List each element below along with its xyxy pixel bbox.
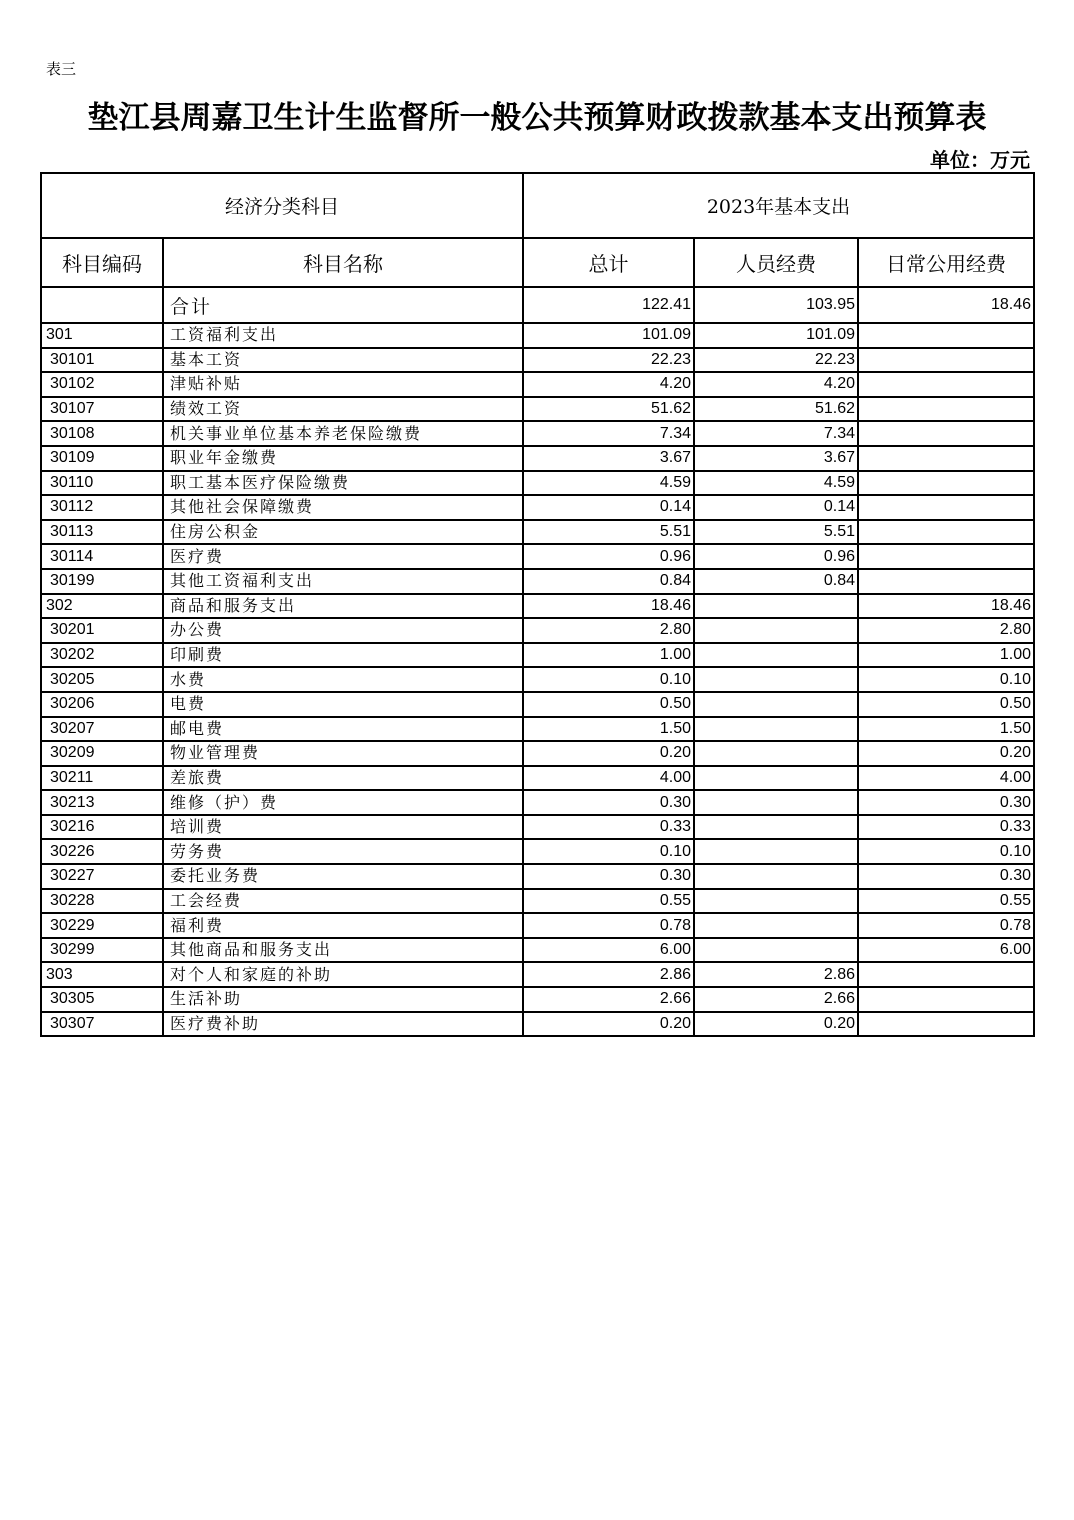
row-name: 水费 xyxy=(163,667,523,692)
total-code xyxy=(41,287,163,323)
table-number-label: 表三 xyxy=(46,60,77,78)
row-total: 18.46 xyxy=(523,594,694,619)
row-total: 0.20 xyxy=(523,741,694,766)
table-row xyxy=(41,544,1034,569)
row-name: 劳务费 xyxy=(163,839,523,864)
table-row xyxy=(41,741,1034,766)
row-code: 30227 xyxy=(41,864,163,889)
row-name: 职工基本医疗保险缴费 xyxy=(163,471,523,496)
row-personnel xyxy=(694,618,858,643)
row-personnel xyxy=(694,766,858,791)
row-total: 0.50 xyxy=(523,692,694,717)
table-row xyxy=(41,815,1034,840)
row-code: 30206 xyxy=(41,692,163,717)
row-total: 0.14 xyxy=(523,495,694,520)
table-row xyxy=(41,913,1034,938)
table-row xyxy=(41,471,1034,496)
table-row xyxy=(41,987,1034,1012)
row-personnel xyxy=(694,741,858,766)
row-code: 30216 xyxy=(41,815,163,840)
table-row xyxy=(41,348,1034,373)
row-public: 0.30 xyxy=(858,790,1034,815)
table-row xyxy=(41,962,1034,987)
row-public xyxy=(858,987,1034,1012)
row-public xyxy=(858,397,1034,422)
table-row xyxy=(41,1012,1034,1037)
row-public: 0.10 xyxy=(858,839,1034,864)
row-code: 30209 xyxy=(41,741,163,766)
row-name: 津贴补贴 xyxy=(163,372,523,397)
row-total: 1.50 xyxy=(523,717,694,742)
table-row xyxy=(41,372,1034,397)
row-total: 0.96 xyxy=(523,544,694,569)
row-public xyxy=(858,446,1034,471)
row-code: 30226 xyxy=(41,839,163,864)
table-row xyxy=(41,938,1034,963)
row-total: 1.00 xyxy=(523,643,694,668)
table-row xyxy=(41,594,1034,619)
row-personnel: 5.51 xyxy=(694,520,858,545)
row-code: 30199 xyxy=(41,569,163,594)
table-row xyxy=(41,495,1034,520)
row-public xyxy=(858,372,1034,397)
row-personnel: 2.86 xyxy=(694,962,858,987)
row-name: 电费 xyxy=(163,692,523,717)
row-public: 6.00 xyxy=(858,938,1034,963)
row-public: 0.78 xyxy=(858,913,1034,938)
row-personnel xyxy=(694,643,858,668)
row-name: 其他工资福利支出 xyxy=(163,569,523,594)
row-public: 4.00 xyxy=(858,766,1034,791)
row-name: 绩效工资 xyxy=(163,397,523,422)
row-total: 2.86 xyxy=(523,962,694,987)
row-total: 4.59 xyxy=(523,471,694,496)
row-public xyxy=(858,544,1034,569)
row-personnel xyxy=(694,692,858,717)
table-row xyxy=(41,667,1034,692)
row-personnel: 4.20 xyxy=(694,372,858,397)
row-personnel xyxy=(694,594,858,619)
row-personnel xyxy=(694,938,858,963)
header-name: 科目名称 xyxy=(163,238,523,287)
row-total: 22.23 xyxy=(523,348,694,373)
row-total: 0.84 xyxy=(523,569,694,594)
table-row xyxy=(41,692,1034,717)
row-code: 30112 xyxy=(41,495,163,520)
row-personnel: 101.09 xyxy=(694,323,858,348)
table-row xyxy=(41,618,1034,643)
row-name: 培训费 xyxy=(163,815,523,840)
row-total: 0.55 xyxy=(523,889,694,914)
row-personnel xyxy=(694,815,858,840)
row-public: 0.20 xyxy=(858,741,1034,766)
row-code: 30109 xyxy=(41,446,163,471)
row-personnel xyxy=(694,913,858,938)
row-code: 30107 xyxy=(41,397,163,422)
row-personnel xyxy=(694,864,858,889)
row-name: 医疗费补助 xyxy=(163,1012,523,1037)
total-total: 122.41 xyxy=(523,287,694,323)
row-code: 30110 xyxy=(41,471,163,496)
row-public xyxy=(858,348,1034,373)
row-name: 生活补助 xyxy=(163,987,523,1012)
header-personnel: 人员经费 xyxy=(694,238,858,287)
row-public: 18.46 xyxy=(858,594,1034,619)
row-public xyxy=(858,471,1034,496)
row-name: 工会经费 xyxy=(163,889,523,914)
row-name: 办公费 xyxy=(163,618,523,643)
table-row xyxy=(41,643,1034,668)
header-year-basic: 2023年基本支出 xyxy=(523,173,1034,238)
row-personnel: 51.62 xyxy=(694,397,858,422)
row-name: 对个人和家庭的补助 xyxy=(163,962,523,987)
unit-label: 单位：万元 xyxy=(930,148,1030,172)
row-name: 职业年金缴费 xyxy=(163,446,523,471)
row-personnel: 7.34 xyxy=(694,421,858,446)
row-personnel: 0.96 xyxy=(694,544,858,569)
table-row xyxy=(41,766,1034,791)
row-name: 其他商品和服务支出 xyxy=(163,938,523,963)
total-public: 18.46 xyxy=(858,287,1034,323)
row-public: 0.55 xyxy=(858,889,1034,914)
row-total: 6.00 xyxy=(523,938,694,963)
row-personnel: 0.84 xyxy=(694,569,858,594)
row-personnel: 22.23 xyxy=(694,348,858,373)
table-row xyxy=(41,790,1034,815)
row-total: 7.34 xyxy=(523,421,694,446)
row-name: 邮电费 xyxy=(163,717,523,742)
row-total: 0.10 xyxy=(523,667,694,692)
row-total: 3.67 xyxy=(523,446,694,471)
row-name: 工资福利支出 xyxy=(163,323,523,348)
row-code: 30101 xyxy=(41,348,163,373)
row-public: 0.30 xyxy=(858,864,1034,889)
row-personnel: 0.14 xyxy=(694,495,858,520)
header-row-columns xyxy=(41,238,1034,287)
table-row xyxy=(41,569,1034,594)
row-name: 差旅费 xyxy=(163,766,523,791)
row-total: 0.20 xyxy=(523,1012,694,1037)
row-name: 物业管理费 xyxy=(163,741,523,766)
total-personnel: 103.95 xyxy=(694,287,858,323)
total-row xyxy=(41,287,1034,323)
table-row xyxy=(41,421,1034,446)
row-name: 商品和服务支出 xyxy=(163,594,523,619)
row-name: 委托业务费 xyxy=(163,864,523,889)
table-row xyxy=(41,717,1034,742)
table-row xyxy=(41,397,1034,422)
table-row xyxy=(41,323,1034,348)
row-personnel xyxy=(694,889,858,914)
budget-table xyxy=(40,172,1035,1037)
row-personnel: 0.20 xyxy=(694,1012,858,1037)
row-total: 2.66 xyxy=(523,987,694,1012)
row-personnel xyxy=(694,667,858,692)
row-name: 福利费 xyxy=(163,913,523,938)
row-public xyxy=(858,323,1034,348)
page-title: 垫江县周嘉卫生计生监督所一般公共预算财政拨款基本支出预算表 xyxy=(87,100,987,136)
row-code: 301 xyxy=(41,323,163,348)
row-total: 0.33 xyxy=(523,815,694,840)
row-code: 30202 xyxy=(41,643,163,668)
row-code: 30228 xyxy=(41,889,163,914)
row-public: 2.80 xyxy=(858,618,1034,643)
header-code: 科目编码 xyxy=(41,238,163,287)
row-code: 30211 xyxy=(41,766,163,791)
row-name: 维修（护）费 xyxy=(163,790,523,815)
row-code: 30114 xyxy=(41,544,163,569)
header-econ-class: 经济分类科目 xyxy=(41,173,523,238)
header-public: 日常公用经费 xyxy=(858,238,1034,287)
row-personnel xyxy=(694,717,858,742)
row-total: 4.00 xyxy=(523,766,694,791)
header-total: 总计 xyxy=(523,238,694,287)
total-name: 合计 xyxy=(163,287,523,323)
row-total: 5.51 xyxy=(523,520,694,545)
row-name: 基本工资 xyxy=(163,348,523,373)
row-personnel: 4.59 xyxy=(694,471,858,496)
row-total: 0.30 xyxy=(523,864,694,889)
table-row xyxy=(41,889,1034,914)
row-personnel: 3.67 xyxy=(694,446,858,471)
row-code: 30229 xyxy=(41,913,163,938)
row-code: 30205 xyxy=(41,667,163,692)
row-total: 0.30 xyxy=(523,790,694,815)
row-public xyxy=(858,1012,1034,1037)
row-code: 30307 xyxy=(41,1012,163,1037)
row-code: 303 xyxy=(41,962,163,987)
row-total: 4.20 xyxy=(523,372,694,397)
row-name: 机关事业单位基本养老保险缴费 xyxy=(163,421,523,446)
row-total: 101.09 xyxy=(523,323,694,348)
table-row xyxy=(41,446,1034,471)
row-name: 其他社会保障缴费 xyxy=(163,495,523,520)
row-public xyxy=(858,421,1034,446)
row-public: 0.10 xyxy=(858,667,1034,692)
table-row xyxy=(41,839,1034,864)
row-public xyxy=(858,569,1034,594)
row-code: 30213 xyxy=(41,790,163,815)
header-row-group xyxy=(41,173,1034,238)
row-personnel: 2.66 xyxy=(694,987,858,1012)
row-code: 302 xyxy=(41,594,163,619)
row-name: 医疗费 xyxy=(163,544,523,569)
row-total: 51.62 xyxy=(523,397,694,422)
row-code: 30201 xyxy=(41,618,163,643)
row-public: 1.50 xyxy=(858,717,1034,742)
table-row xyxy=(41,520,1034,545)
row-name: 住房公积金 xyxy=(163,520,523,545)
row-public: 0.33 xyxy=(858,815,1034,840)
row-personnel xyxy=(694,790,858,815)
row-total: 0.10 xyxy=(523,839,694,864)
row-total: 0.78 xyxy=(523,913,694,938)
row-public xyxy=(858,495,1034,520)
row-public: 0.50 xyxy=(858,692,1034,717)
row-code: 30102 xyxy=(41,372,163,397)
table-row xyxy=(41,864,1034,889)
row-code: 30108 xyxy=(41,421,163,446)
row-public: 1.00 xyxy=(858,643,1034,668)
row-personnel xyxy=(694,839,858,864)
row-code: 30207 xyxy=(41,717,163,742)
row-code: 30113 xyxy=(41,520,163,545)
row-name: 印刷费 xyxy=(163,643,523,668)
row-code: 30305 xyxy=(41,987,163,1012)
row-code: 30299 xyxy=(41,938,163,963)
row-public xyxy=(858,962,1034,987)
row-public xyxy=(858,520,1034,545)
row-total: 2.80 xyxy=(523,618,694,643)
